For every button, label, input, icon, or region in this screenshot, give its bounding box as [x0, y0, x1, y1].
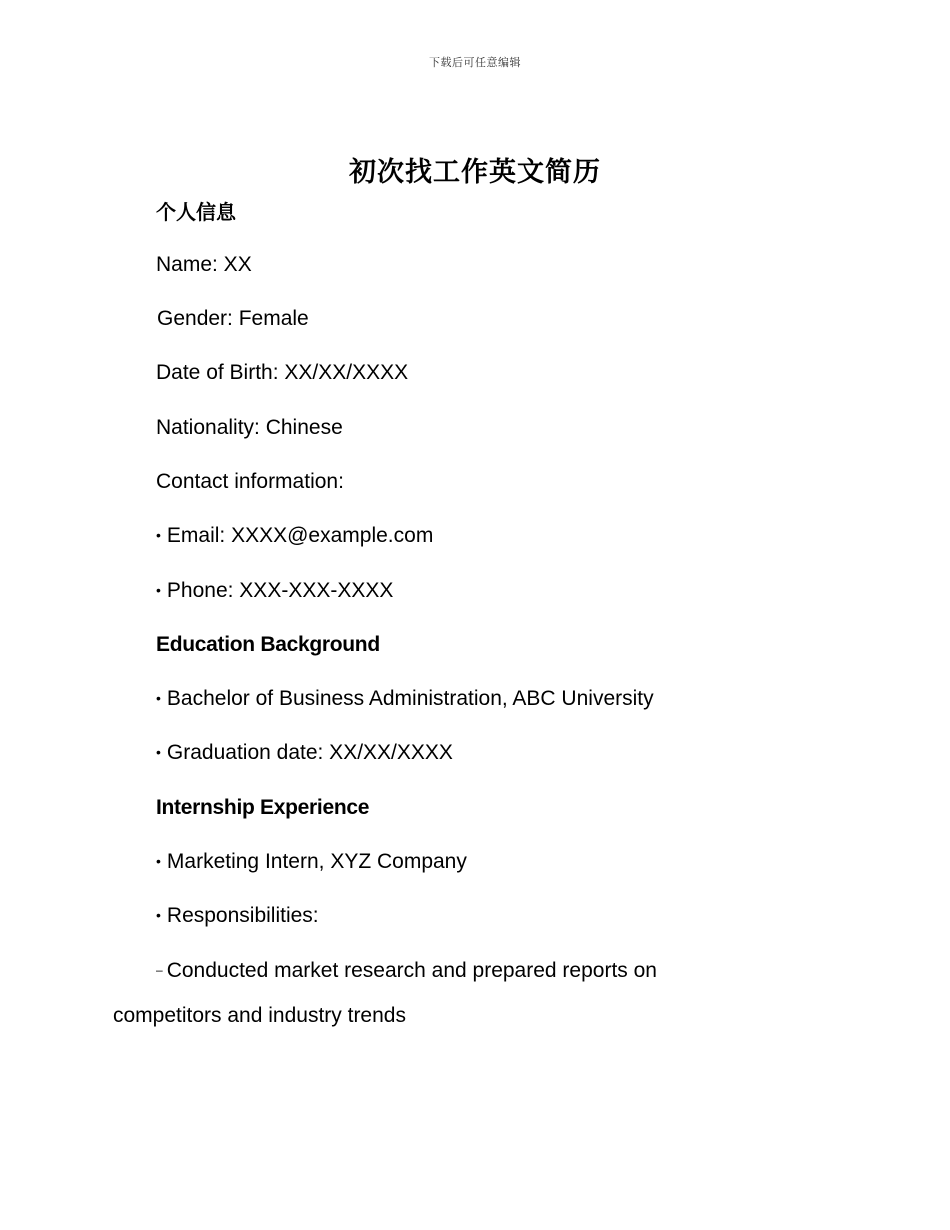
- bullet-icon: •: [156, 527, 161, 543]
- duty-item-1: [156, 957, 657, 987]
- personal-info-heading: 个人信息: [156, 200, 236, 224]
- bullet-icon: •: [156, 582, 161, 598]
- degree-list-item: [156, 685, 654, 714]
- phone-list-item: [156, 577, 393, 606]
- role-text: Marketing Intern, XYZ Company: [166, 850, 467, 873]
- page-header-watermark: 下载后可任意编辑: [429, 56, 521, 69]
- internship-heading: Internship Experience: [156, 796, 370, 819]
- name-line: Name: XX: [156, 253, 252, 276]
- document-title: 初次找工作英文简历: [349, 157, 601, 188]
- email-text: Email: XXXX@example.com: [166, 524, 434, 547]
- bullet-icon: •: [156, 744, 161, 760]
- graduation-text: Graduation date: XX/XX/XXXX: [166, 741, 453, 764]
- bullet-icon: •: [156, 853, 161, 869]
- contact-label: Contact information:: [156, 470, 344, 493]
- bullet-icon: •: [156, 690, 161, 706]
- gender-line: Gender: Female: [157, 307, 309, 330]
- phone-text: Phone: XXX-XXX-XXXX: [166, 579, 394, 602]
- duty-1-text-continuation: competitors and industry trends: [113, 1004, 406, 1027]
- dob-line: Date of Birth: XX/XX/XXXX: [156, 361, 409, 384]
- dash-icon: –: [156, 963, 163, 977]
- role-list-item: [156, 848, 467, 877]
- bullet-icon: •: [156, 907, 161, 923]
- email-list-item: [156, 522, 433, 551]
- nationality-line: Nationality: Chinese: [156, 416, 343, 439]
- responsibilities-label: Responsibilities:: [166, 904, 319, 927]
- graduation-list-item: [156, 739, 453, 768]
- duty-1-text-first-line: Conducted market research and prepared reports on: [166, 959, 657, 982]
- responsibilities-list-item: [156, 902, 319, 931]
- degree-text: Bachelor of Business Administration, ABC University: [166, 687, 654, 710]
- education-heading: Education Background: [156, 633, 380, 656]
